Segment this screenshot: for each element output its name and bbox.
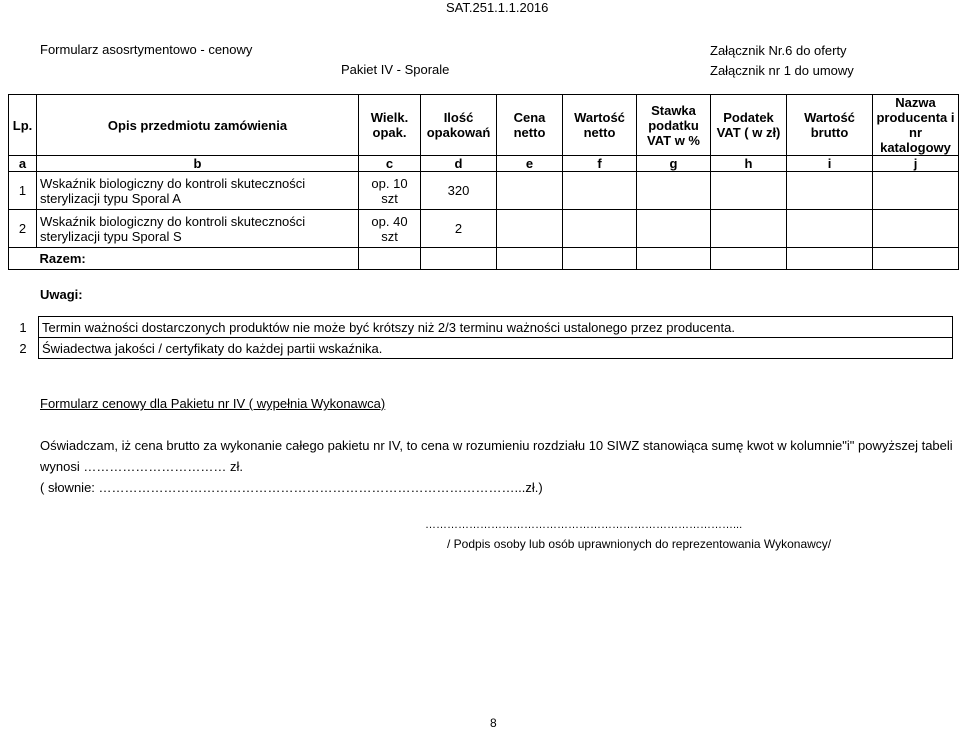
note-number: 1 xyxy=(19,319,27,335)
producer-cell[interactable] xyxy=(873,210,959,248)
note-number: 2 xyxy=(19,340,27,356)
net-value-cell[interactable] xyxy=(563,210,637,248)
signature-dots: …………………………………………………………………………... xyxy=(425,519,743,531)
col-header-vat-rate: Stawka podatku VAT w % xyxy=(637,95,711,156)
letter-cell: f xyxy=(563,156,637,172)
letter-cell: b xyxy=(37,156,359,172)
net-price-cell[interactable] xyxy=(497,210,563,248)
letter-cell: a xyxy=(9,156,37,172)
notes-title: Uwagi: xyxy=(40,287,83,302)
annex-contract: Załącznik nr 1 do umowy xyxy=(710,63,854,78)
col-header-net-price: Cena netto xyxy=(497,95,563,156)
document-id: SAT.251.1.1.2016 xyxy=(446,0,549,15)
form-title: Formularz asosrtymentowo - cenowy xyxy=(40,42,253,57)
col-header-pack-size: Wielk. opak. xyxy=(359,95,421,156)
row-quantity: 2 xyxy=(421,210,497,248)
total-producer-cell[interactable] xyxy=(873,248,959,270)
producer-cell[interactable] xyxy=(873,172,959,210)
row-quantity: 320 xyxy=(421,172,497,210)
total-net-value-cell[interactable] xyxy=(563,248,637,270)
total-net-price-cell[interactable] xyxy=(497,248,563,270)
total-row xyxy=(9,248,959,270)
statement-line-1: Oświadczam, iż cena brutto za wykonanie całego pakietu nr IV, to cena w rozumieniu rozdziału 10 SIWZ stanowiąca sumę kwot w kolumnie"i" powyższej tabeli xyxy=(40,438,953,453)
vat-amount-cell[interactable] xyxy=(711,172,787,210)
row-pack-size: op. 40 szt xyxy=(359,210,421,248)
net-value-cell[interactable] xyxy=(563,172,637,210)
col-header-vat-amount: Podatek VAT ( w zł) xyxy=(711,95,787,156)
note-text: Świadectwa jakości / certyfikaty do każdej partii wskaźnika. xyxy=(39,338,953,359)
letter-cell: j xyxy=(873,156,959,172)
note-text: Termin ważności dostarczonych produktów nie może być krótszy niż 2/3 terminu ważności ustalonego przez producenta. xyxy=(39,317,953,338)
table-row xyxy=(9,210,959,248)
row-description: Wskaźnik biologiczny do kontroli skuteczności sterylizacji typu Sporal A xyxy=(37,172,359,210)
row-description: Wskaźnik biologiczny do kontroli skuteczności sterylizacji typu Sporal S xyxy=(37,210,359,248)
notes-list xyxy=(8,316,953,359)
col-header-gross-value: Wartość brutto xyxy=(787,95,873,156)
letter-cell: h xyxy=(711,156,787,172)
row-lp: 1 xyxy=(9,172,37,210)
gross-value-cell[interactable] xyxy=(787,172,873,210)
letter-cell: e xyxy=(497,156,563,172)
assortment-table xyxy=(8,94,959,270)
gross-value-cell[interactable] xyxy=(787,210,873,248)
row-lp: 2 xyxy=(9,210,37,248)
vat-amount-cell[interactable] xyxy=(711,210,787,248)
list-item xyxy=(8,338,953,359)
col-header-lp: Lp. xyxy=(9,95,37,156)
col-header-net-value: Wartość netto xyxy=(563,95,637,156)
list-item xyxy=(8,317,953,338)
vat-rate-cell[interactable] xyxy=(637,172,711,210)
letter-cell: g xyxy=(637,156,711,172)
page-number: 8 xyxy=(490,716,497,730)
statement-line-3: ( słownie: ……………………………………………………………………………………...zł.) xyxy=(40,480,543,495)
total-gross-value-cell[interactable] xyxy=(787,248,873,270)
total-vat-rate-cell[interactable] xyxy=(637,248,711,270)
col-header-producer: Nazwa producenta i nr katalogowy xyxy=(873,95,959,156)
annex-offer: Załącznik Nr.6 do oferty xyxy=(710,43,847,58)
letter-cell: c xyxy=(359,156,421,172)
statement-line-2: wynosi …………………………… zł. xyxy=(40,459,243,474)
letter-cell: i xyxy=(787,156,873,172)
row-pack-size: op. 10 szt xyxy=(359,172,421,210)
col-header-quantity: Ilość opakowań xyxy=(421,95,497,156)
vat-rate-cell[interactable] xyxy=(637,210,711,248)
signature-label: / Podpis osoby lub osób uprawnionych do reprezentowania Wykonawcy/ xyxy=(447,537,832,551)
col-header-description: Opis przedmiotu zamówienia xyxy=(37,95,359,156)
total-label: Razem: xyxy=(37,248,359,270)
letter-cell: d xyxy=(421,156,497,172)
total-vat-amount-cell[interactable] xyxy=(711,248,787,270)
table-row xyxy=(9,172,959,210)
price-form-title: Formularz cenowy dla Pakietu nr IV ( wypełnia Wykonawca) xyxy=(40,396,386,411)
net-price-cell[interactable] xyxy=(497,172,563,210)
package-title: Pakiet IV - Sporale xyxy=(341,62,450,77)
